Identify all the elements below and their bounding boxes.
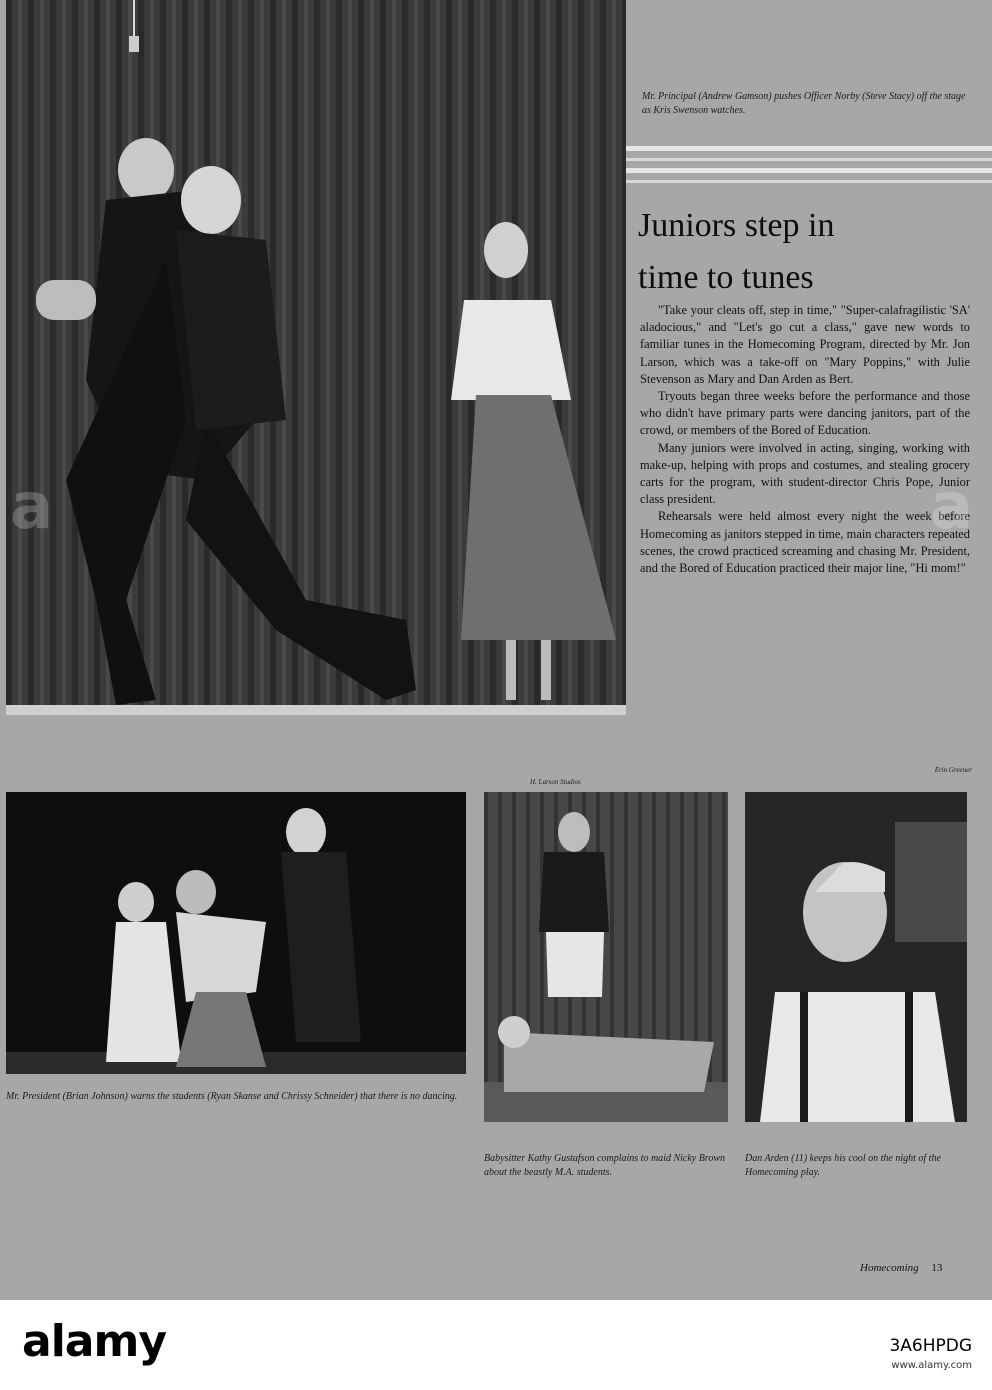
main-stage-photo-art (6, 0, 626, 715)
article-byline: Erin Greener (934, 766, 972, 774)
stripe-4 (626, 180, 992, 183)
alamy-logo: alamy (22, 1316, 166, 1367)
stock-image-id: 3A6HPDG (889, 1336, 972, 1356)
decorative-stripes (626, 146, 992, 186)
article-paragraph-2: Tryouts began three weeks before the performance and those who didn't have primary parts were dancing janitors, part of the crowd, or members of the Bored of Education. (640, 389, 970, 438)
watermark-left: a (10, 470, 52, 544)
footer-section: Homecoming (860, 1262, 919, 1274)
page-number: 13 (931, 1262, 943, 1274)
bottom-middle-caption: Babysitter Kathy Gustafson complains to maid Nicky Brown about the beastly M.A. students. (484, 1153, 726, 1178)
bottom-right-photo-art (745, 792, 967, 1122)
stripe-1 (626, 146, 992, 151)
headline-line-2: time to tunes (638, 259, 814, 296)
page-footer (860, 1262, 942, 1274)
bottom-left-photo-art (6, 792, 466, 1074)
watermark-right: a (930, 470, 972, 544)
article-paragraph-1: "Take your cleats off, step in time," "Super-calafragilistic 'SA' aladocious," and "Let's go cut a class," gave new words to familiar tunes in the Homecoming Program, directed by Mr. Jon Larson, which was a take-off on "Mary Poppins," with Julie Stevenson as Mary and Dan Arden as Bert. (640, 303, 970, 386)
bottom-right-caption: Dan Arden (11) keeps his cool on the night of the Homecoming play. (745, 1153, 941, 1178)
main-photo-caption: Mr. Principal (Andrew Gamson) pushes Officer Norby (Steve Stacy) off the stage as Kris Swenson watches. (642, 91, 966, 116)
bottom-right-photo (745, 792, 967, 1122)
stripe-2 (626, 158, 992, 161)
stripe-3 (626, 168, 992, 173)
article-body (640, 302, 970, 577)
headline-line-1: Juniors step in (638, 207, 835, 244)
bottom-left-photo (6, 792, 466, 1074)
bottom-left-caption: Mr. President (Brian Johnson) warns the students (Ryan Skanse and Chrissy Schneider) that there is no dancing. (6, 1091, 458, 1102)
stock-url: www.alamy.com (891, 1360, 972, 1371)
main-stage-photo (6, 0, 626, 715)
article-headline (638, 200, 978, 304)
article-paragraph-4: Rehearsals were held almost every night the week before Homecoming as janitors stepped in time, main characters repeated scenes, the crowd practiced screaming and chasing Mr. President, and the Bored of Education practiced their major line, "Hi mom!" (640, 509, 970, 576)
article-paragraph-3: Many juniors were involved in acting, singing, working with make-up, helping with props and costumes, and stealing grocery carts for the program, with student-director Chris Pope, Junior class president. (640, 440, 970, 507)
bottom-middle-photo-art (484, 792, 728, 1122)
photo-credit: H. Larson Studios (530, 778, 581, 786)
bottom-middle-photo (484, 792, 728, 1122)
